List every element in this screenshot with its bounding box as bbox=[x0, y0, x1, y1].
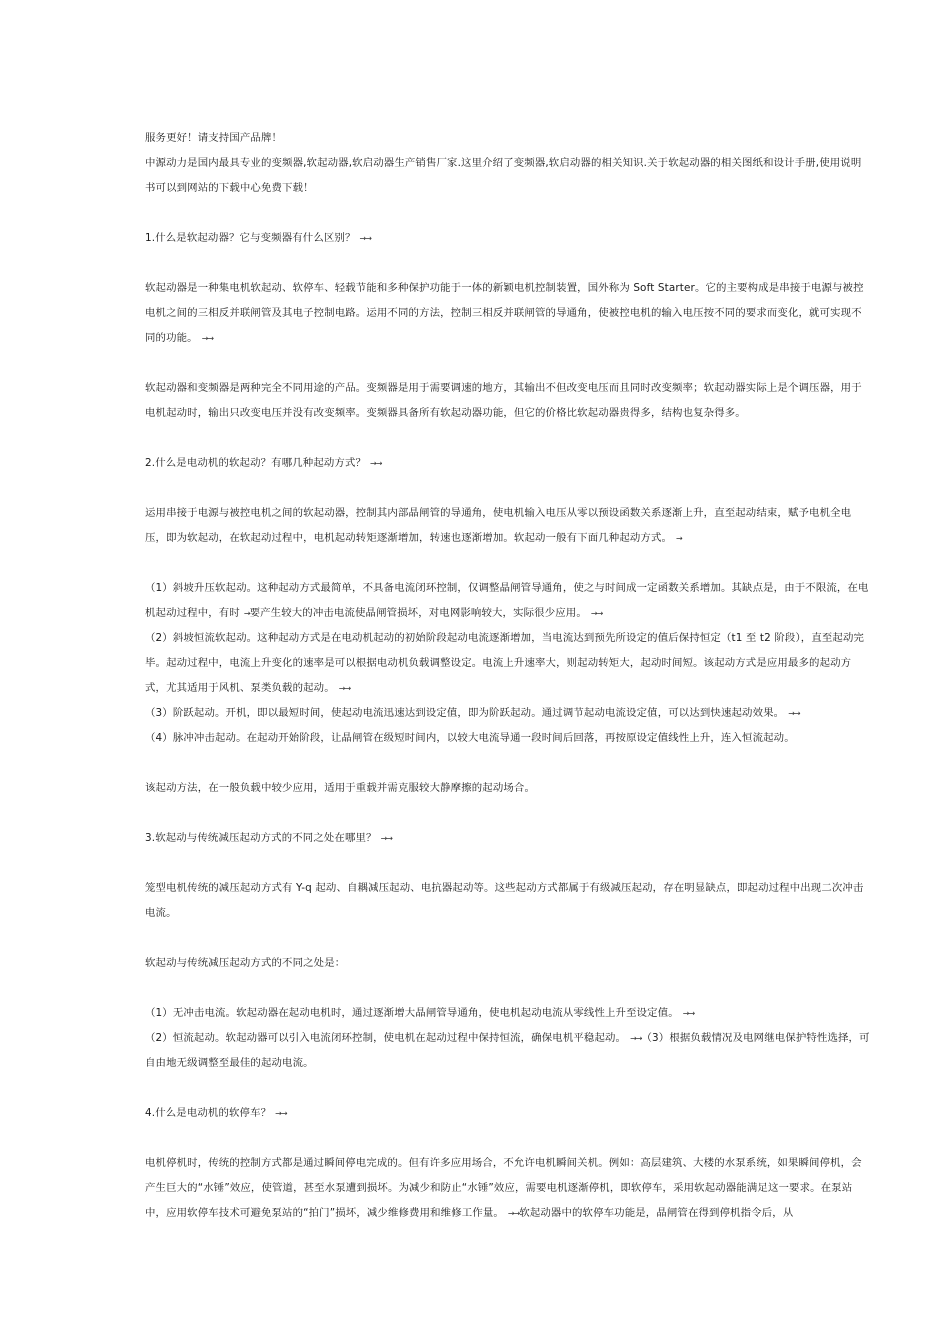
q2-paragraph-1: 运用串接于电源与被控电机之间的软起动器，控制其内部晶闸管的导通角，使电机输入电压从零以预设函数关系逐渐上升，直至起动结束，赋予电机全电压，即为软起动，在软起动过程中，电机起动转矩逐渐增加，转速也逐渐增加。软起动一般有下面几种起动方式。 → bbox=[145, 507, 852, 544]
arrow-icon: →→ bbox=[380, 834, 392, 843]
q1-paragraph-2: 软起动器和变频器是两种完全不同用途的产品。变频器是用于需要调速的地方，其输出不但改变电压而且同时改变频率；软起动器实际上是个调压器，用于电机起动时，输出只改变电压并没有改变频率。变频器具备所有软起动器功能，但它的价格比软起动器贵得多，结构也复杂得多。 bbox=[145, 382, 862, 419]
arrow-icon: →→ bbox=[275, 1109, 287, 1118]
q2-paragraph-2: 该起动方法，在一般负载中较少应用，适用于重载并需克服较大静摩擦的起动场合。 bbox=[145, 782, 535, 794]
q3-difference-2: （2）恒流起动。软起动器可以引入电流闭环控制，使电机在起动过程中保持恒流，确保电机平稳起动。 →→（3）根据负载情况及电网继电保护特性选择，可自由地无级调整至最佳的起动电流。 bbox=[145, 1032, 870, 1069]
arrow-icon: →→ bbox=[370, 459, 382, 468]
intro-paragraph: 中源动力是国内最具专业的变频器,软起动器,软启动器生产销售厂家.这里介绍了变频器,软启动器的相关知识.关于软起动器的相关图纸和设计手册,使用说明书可以到网站的下载中心免费下载！ bbox=[145, 157, 862, 194]
arrow-icon: →→ bbox=[682, 1009, 695, 1018]
q3-difference-1: （1）无冲击电流。软起动器在起动电机时，通过逐渐增大晶闸管导通角，使电机起动电流从零线性上升至设定值。 →→ bbox=[145, 1007, 695, 1019]
question-4-heading: 4.什么是电动机的软停车？ →→ bbox=[145, 1107, 287, 1119]
q4-paragraph-1: 电机停机时，传统的控制方式都是通过瞬间停电完成的。但有许多应用场合，不允许电机瞬间关机。例如：高层建筑、大楼的水泵系统，如果瞬间停机，会产生巨大的“水锤”效应，使管道，甚至水泵遭到损坏。为减少和防止“水锤”效应，需要电机逐渐停机，即软停车，采用软起动器能满足这一要求。在泵站中，应用软停车技术可避免泵站的“拍门”损坏，减少维修费用和维修工作量。 →→软起动器中的软停车功能是，晶闸管在得到停机指令后，从 bbox=[145, 1157, 862, 1219]
arrow-icon: →→ bbox=[338, 684, 351, 693]
q3-paragraph-2: 软起动与传统减压起动方式的不同之处是： bbox=[145, 957, 346, 969]
arrow-icon: →→ bbox=[590, 609, 603, 618]
arrow-icon: → bbox=[676, 534, 682, 543]
arrow-icon: →→ bbox=[359, 234, 371, 243]
q2-method-2: （2）斜坡恒流软起动。这种起动方式是在电动机起动的初始阶段起动电流逐渐增加，当电流达到预先所设定的值后保持恒定（t1 至 t2 阶段），直至起动完毕。起动过程中，电流上升变化的速率是可以根据电动机负载调整设定。电流上升速率大，则起动转矩大，起动时间短。该起动方式是应用最多的起动方式，尤其适用于风机、泵类负载的起动。 →→ bbox=[145, 632, 865, 694]
q3-paragraph-1: 笼型电机传统的减压起动方式有 Y-q 起动、自耦减压起动、电抗器起动等。这些起动方式都属于有级减压起动，存在明显缺点，即起动过程中出现二次冲击电流。 bbox=[145, 882, 864, 919]
q2-method-4: （4）脉冲冲击起动。在起动开始阶段，让晶闸管在级短时间内，以较大电流导通一段时间后回落，再按原设定值线性上升，连入恒流起动。 bbox=[145, 732, 795, 744]
question-1-heading: 1.什么是软起动器？它与变频器有什么区别？ →→ bbox=[145, 232, 371, 244]
question-2-heading: 2.什么是电动机的软起动？有哪几种起动方式？ →→ bbox=[145, 457, 382, 469]
arrow-icon: → bbox=[243, 609, 250, 618]
question-3-heading: 3.软起动与传统减压起动方式的不同之处在哪里？ →→ bbox=[145, 832, 392, 844]
q2-method-1: （1）斜坡升压软起动。这种起动方式最简单，不具备电流闭环控制，仅调整晶闸管导通角，使之与时间成一定函数关系增加。其缺点是，由于不限流，在电机起动过程中，有时 →要产生较大的冲击电流使晶闸管损坏，对电网影响较大，实际很少应用。 →→ bbox=[145, 582, 869, 619]
arrow-icon: →→ bbox=[788, 709, 800, 718]
arrow-icon: →→ bbox=[507, 1209, 520, 1218]
q2-method-3: （3）阶跃起动。开机，即以最短时间，使起动电流迅速达到设定值，即为阶跃起动。通过调节起动电流设定值，可以达到快速起动效果。 →→ bbox=[145, 707, 800, 719]
intro-slogan: 服务更好！请支持国产品牌！ bbox=[145, 132, 283, 144]
arrow-icon: →→ bbox=[201, 334, 214, 343]
arrow-icon: →→ bbox=[630, 1034, 642, 1043]
q1-paragraph-1: 软起动器是一种集电机软起动、软停车、轻载节能和多种保护功能于一体的新颖电机控制装置，国外称为 Soft Starter。它的主要构成是串接于电源与被控电机之间的三相反并联闸管及其电子控制电路。运用不同的方法，控制三相反并联闸管的导通角，使被控电机的输入电压按不同的要求而变化，就可实现不同的功能。 →→ bbox=[145, 282, 864, 344]
document-page bbox=[145, 126, 870, 1226]
